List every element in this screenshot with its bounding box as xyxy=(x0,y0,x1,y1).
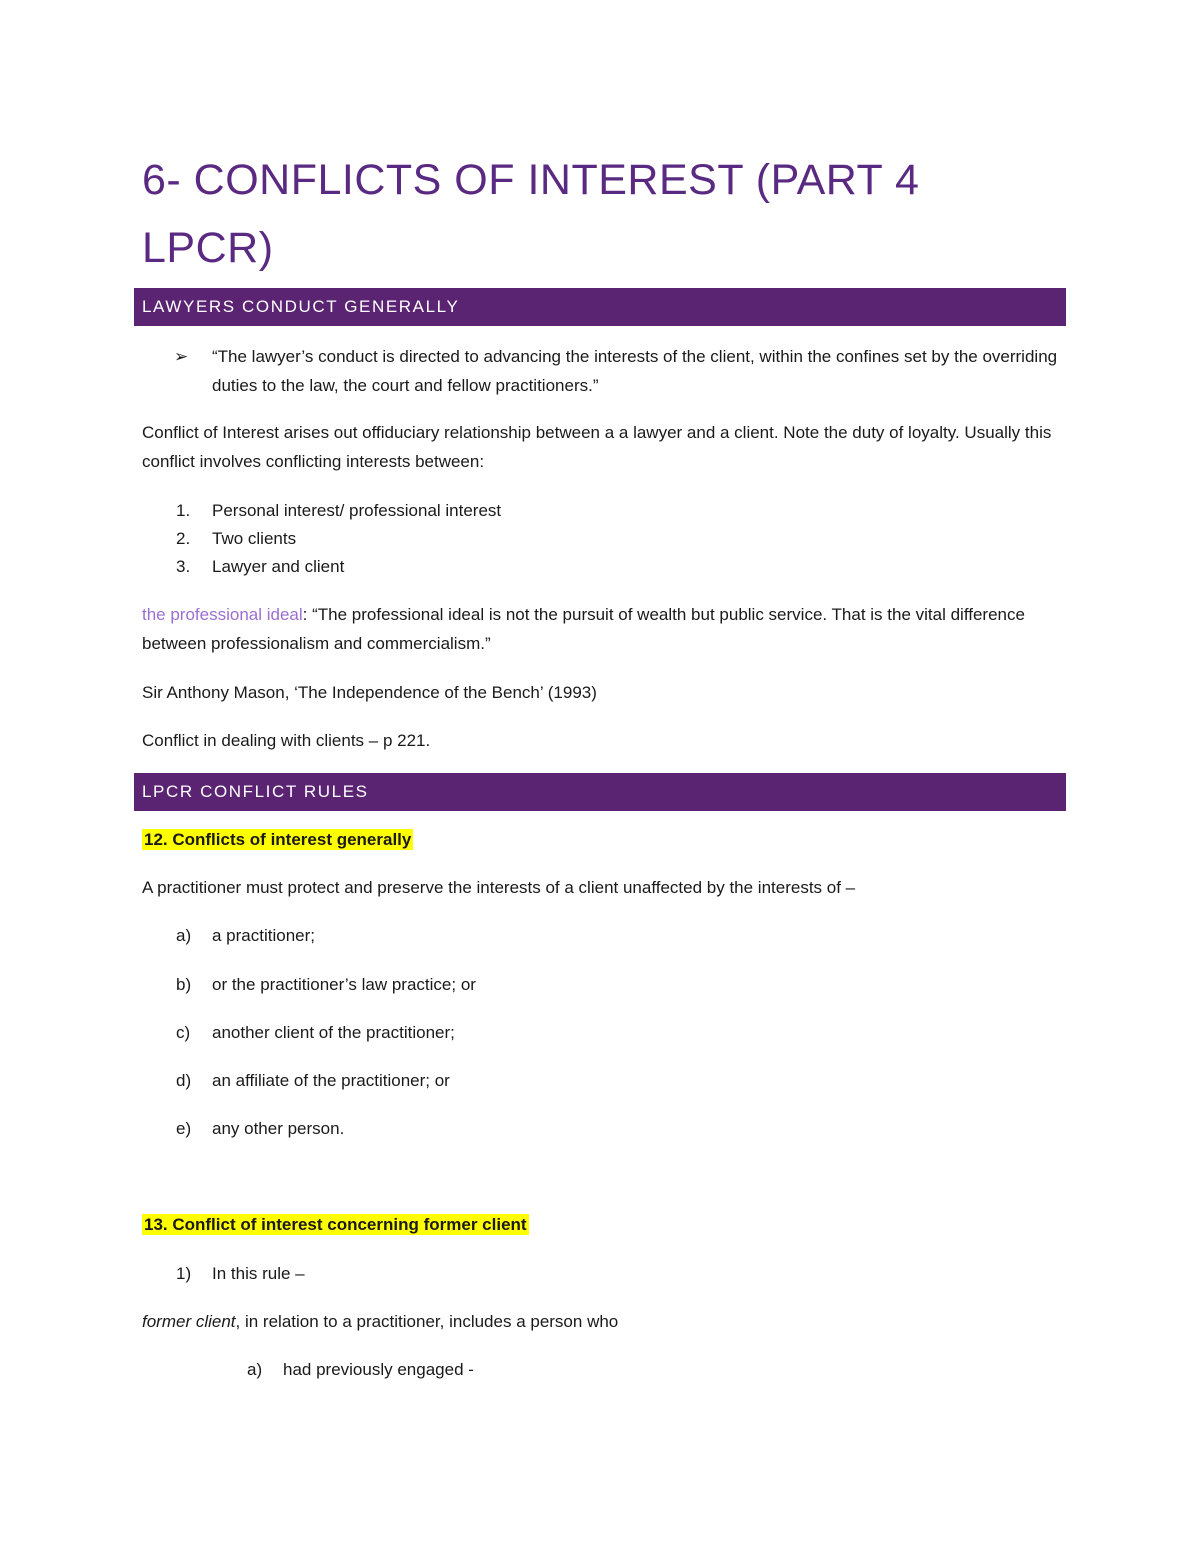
rule-item-letter: c) xyxy=(176,1023,191,1042)
arrow-bullet-icon: ➢ xyxy=(174,347,189,366)
rule-13-heading-text: 13. Conflict of interest concerning former client xyxy=(144,1215,527,1234)
rule-12-item: any other person. xyxy=(212,1119,345,1138)
rule-12-item: or the practitioner’s law practice; or xyxy=(212,975,476,994)
rule-item-letter: a) xyxy=(176,926,192,945)
section-heading-lpcr-rules: LPCR CONFLICT RULES xyxy=(134,773,1066,811)
rule-13-item: In this rule – xyxy=(212,1264,305,1283)
citation: Sir Anthony Mason, ‘The Independence of the Bench’ (1993) xyxy=(142,683,597,702)
professional-ideal-label: the professional ideal xyxy=(142,605,303,624)
conflict-intro-paragraph: Conflict of Interest arises out offiduciary relationship between a a lawyer and a client. Note the duty of loyalty. Usually this conflict involves conflicting interests between: xyxy=(142,423,1052,471)
page-title: 6- CONFLICTS OF INTEREST (PART 4 LPCR) xyxy=(142,156,920,272)
rule-13-sub-item: had previously engaged - xyxy=(283,1360,474,1379)
list-item: Two clients xyxy=(212,529,297,548)
rule-item-letter: b) xyxy=(176,975,192,994)
rule-12-heading xyxy=(142,825,413,854)
list-item: Personal interest/ professional interest xyxy=(212,501,502,520)
lawyer-conduct-quote: “The lawyer’s conduct is directed to advancing the interests of the client, within the confines set by the overriding duties to the law, the court and fellow practitioners.” xyxy=(212,347,1058,395)
conflict-page-reference: Conflict in dealing with clients – p 221. xyxy=(142,731,431,750)
list-number: 1. xyxy=(176,501,191,520)
sub-item-letter: a) xyxy=(247,1360,263,1379)
rule-item-letter: e) xyxy=(176,1119,192,1138)
professional-ideal-paragraph xyxy=(142,600,1067,658)
list-number: 2. xyxy=(176,529,191,548)
former-client-def-text: , in relation to a practitioner, includes a person who xyxy=(235,1312,619,1331)
rule-13-heading xyxy=(142,1210,529,1239)
former-client-definition xyxy=(142,1307,618,1336)
rule-12-item: a practitioner; xyxy=(212,926,315,945)
rule-item-letter: d) xyxy=(176,1071,192,1090)
list-item: Lawyer and client xyxy=(212,557,345,576)
rule-12-item: an affiliate of the practitioner; or xyxy=(212,1071,450,1090)
rule-item-number: 1) xyxy=(176,1264,192,1283)
rule-12-heading-text: 12. Conflicts of interest generally xyxy=(144,830,412,849)
former-client-term: former client xyxy=(142,1312,236,1331)
section-heading-lawyers-conduct: LAWYERS CONDUCT GENERALLY xyxy=(134,288,1066,326)
professional-ideal-quote: : “The professional ideal is not the pursuit of wealth but public service. That is the vital difference between professionalism and commercialism.” xyxy=(142,605,1025,653)
rule-12-item: another client of the practitioner; xyxy=(212,1023,455,1042)
list-number: 3. xyxy=(176,557,191,576)
rule-12-intro: A practitioner must protect and preserve the interests of a client unaffected by the interests of – xyxy=(142,878,856,897)
